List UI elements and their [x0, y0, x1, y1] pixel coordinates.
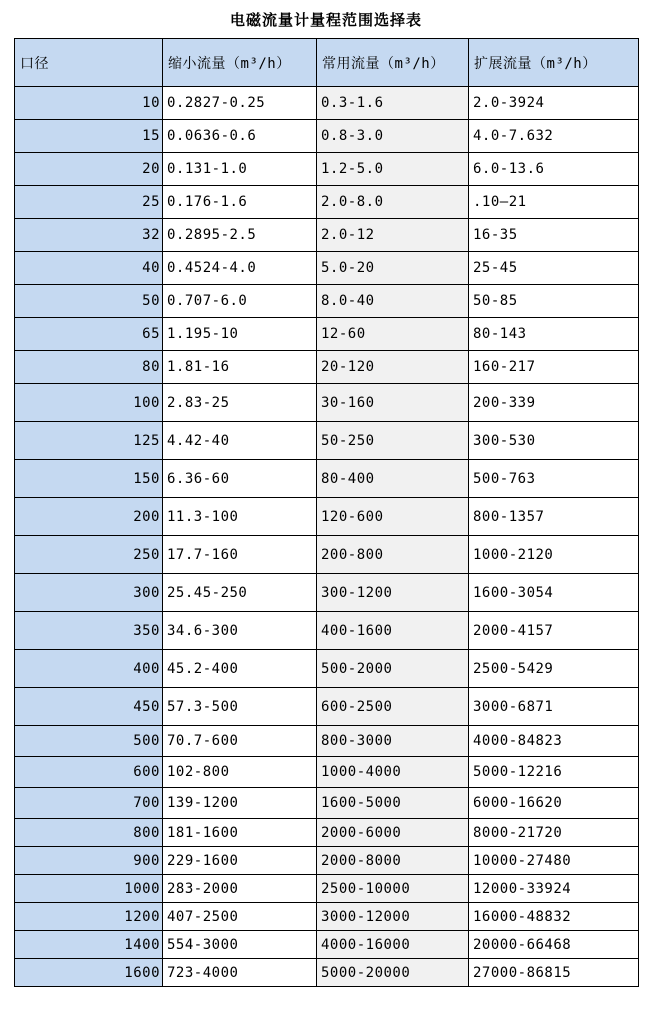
reduced-flow-cell: 6.36-60: [163, 460, 317, 498]
table-body: [15, 87, 639, 987]
diameter-cell: 500: [15, 726, 163, 757]
reduced-flow-cell: 139-1200: [163, 788, 317, 819]
diameter-cell: 100: [15, 384, 163, 422]
common-flow-cell: 2000-8000: [317, 847, 469, 875]
reduced-flow-cell: 1.195-10: [163, 318, 317, 351]
diameter-cell: 1600: [15, 959, 163, 987]
common-flow-cell: 50-250: [317, 422, 469, 460]
table-row: [15, 847, 639, 875]
table-row: [15, 120, 639, 153]
header-extended-flow: 扩展流量（m³/h）: [469, 39, 639, 87]
extended-flow-cell: 16-35: [469, 219, 639, 252]
reduced-flow-cell: 57.3-500: [163, 688, 317, 726]
diameter-cell: 300: [15, 574, 163, 612]
extended-flow-cell: 2500-5429: [469, 650, 639, 688]
table-row: [15, 788, 639, 819]
extended-flow-cell: 200-339: [469, 384, 639, 422]
reduced-flow-cell: 11.3-100: [163, 498, 317, 536]
reduced-flow-cell: 4.42-40: [163, 422, 317, 460]
extended-flow-cell: 27000-86815: [469, 959, 639, 987]
reduced-flow-cell: 0.707-6.0: [163, 285, 317, 318]
diameter-cell: 25: [15, 186, 163, 219]
common-flow-cell: 5000-20000: [317, 959, 469, 987]
diameter-cell: 350: [15, 612, 163, 650]
common-flow-cell: 300-1200: [317, 574, 469, 612]
diameter-cell: 600: [15, 757, 163, 788]
reduced-flow-cell: 181-1600: [163, 819, 317, 847]
common-flow-cell: 0.8-3.0: [317, 120, 469, 153]
diameter-cell: 700: [15, 788, 163, 819]
diameter-cell: 1400: [15, 931, 163, 959]
common-flow-cell: 200-800: [317, 536, 469, 574]
extended-flow-cell: 6.0-13.6: [469, 153, 639, 186]
common-flow-cell: 80-400: [317, 460, 469, 498]
extended-flow-cell: 2000-4157: [469, 612, 639, 650]
extended-flow-cell: 12000-33924: [469, 875, 639, 903]
reduced-flow-cell: 34.6-300: [163, 612, 317, 650]
table-row: [15, 875, 639, 903]
common-flow-cell: 5.0-20: [317, 252, 469, 285]
table-row: [15, 612, 639, 650]
extended-flow-cell: .10—21: [469, 186, 639, 219]
diameter-cell: 200: [15, 498, 163, 536]
diameter-cell: 800: [15, 819, 163, 847]
reduced-flow-cell: 102-800: [163, 757, 317, 788]
table-row: [15, 186, 639, 219]
common-flow-cell: 400-1600: [317, 612, 469, 650]
extended-flow-cell: 50-85: [469, 285, 639, 318]
table-row: [15, 959, 639, 987]
reduced-flow-cell: 229-1600: [163, 847, 317, 875]
table-row: [15, 318, 639, 351]
extended-flow-cell: 2.0-3924: [469, 87, 639, 120]
reduced-flow-cell: 0.131-1.0: [163, 153, 317, 186]
reduced-flow-cell: 0.2895-2.5: [163, 219, 317, 252]
extended-flow-cell: 4.0-7.632: [469, 120, 639, 153]
table-header: [15, 39, 639, 87]
common-flow-cell: 1000-4000: [317, 757, 469, 788]
extended-flow-cell: 3000-6871: [469, 688, 639, 726]
table-row: [15, 819, 639, 847]
page-title: 电磁流量计量程范围选择表: [229, 11, 422, 29]
extended-flow-cell: 16000-48832: [469, 903, 639, 931]
extended-flow-cell: 1000-2120: [469, 536, 639, 574]
reduced-flow-cell: 0.4524-4.0: [163, 252, 317, 285]
extended-flow-cell: 80-143: [469, 318, 639, 351]
extended-flow-cell: 10000-27480: [469, 847, 639, 875]
extended-flow-cell: 4000-84823: [469, 726, 639, 757]
common-flow-cell: 4000-16000: [317, 931, 469, 959]
table-row: [15, 384, 639, 422]
table-row: [15, 422, 639, 460]
table-row: [15, 351, 639, 384]
reduced-flow-cell: 1.81-16: [163, 351, 317, 384]
common-flow-cell: 12-60: [317, 318, 469, 351]
reduced-flow-cell: 25.45-250: [163, 574, 317, 612]
diameter-cell: 250: [15, 536, 163, 574]
common-flow-cell: 2.0-12: [317, 219, 469, 252]
table-row: [15, 757, 639, 788]
extended-flow-cell: 160-217: [469, 351, 639, 384]
flow-range-table: [14, 38, 639, 987]
extended-flow-cell: 800-1357: [469, 498, 639, 536]
extended-flow-cell: 6000-16620: [469, 788, 639, 819]
common-flow-cell: 8.0-40: [317, 285, 469, 318]
common-flow-cell: 0.3-1.6: [317, 87, 469, 120]
common-flow-cell: 600-2500: [317, 688, 469, 726]
diameter-cell: 80: [15, 351, 163, 384]
reduced-flow-cell: 283-2000: [163, 875, 317, 903]
table-row: [15, 650, 639, 688]
diameter-cell: 40: [15, 252, 163, 285]
header-common-flow: 常用流量（m³/h）: [317, 39, 469, 87]
diameter-cell: 900: [15, 847, 163, 875]
table-row: [15, 903, 639, 931]
table-row: [15, 688, 639, 726]
common-flow-cell: 2000-6000: [317, 819, 469, 847]
table-row: [15, 498, 639, 536]
extended-flow-cell: 8000-21720: [469, 819, 639, 847]
table-row: [15, 285, 639, 318]
extended-flow-cell: 500-763: [469, 460, 639, 498]
reduced-flow-cell: 407-2500: [163, 903, 317, 931]
diameter-cell: 450: [15, 688, 163, 726]
table-row: [15, 153, 639, 186]
reduced-flow-cell: 554-3000: [163, 931, 317, 959]
common-flow-cell: 800-3000: [317, 726, 469, 757]
common-flow-cell: 20-120: [317, 351, 469, 384]
extended-flow-cell: 20000-66468: [469, 931, 639, 959]
diameter-cell: 50: [15, 285, 163, 318]
table-row: [15, 574, 639, 612]
common-flow-cell: 120-600: [317, 498, 469, 536]
table-row: [15, 536, 639, 574]
table-row: [15, 931, 639, 959]
common-flow-cell: 1.2-5.0: [317, 153, 469, 186]
diameter-cell: 125: [15, 422, 163, 460]
common-flow-cell: 500-2000: [317, 650, 469, 688]
diameter-cell: 20: [15, 153, 163, 186]
common-flow-cell: 2500-10000: [317, 875, 469, 903]
diameter-cell: 400: [15, 650, 163, 688]
extended-flow-cell: 25-45: [469, 252, 639, 285]
reduced-flow-cell: 0.176-1.6: [163, 186, 317, 219]
common-flow-cell: 30-160: [317, 384, 469, 422]
reduced-flow-cell: 45.2-400: [163, 650, 317, 688]
reduced-flow-cell: 0.0636-0.6: [163, 120, 317, 153]
table-row: [15, 252, 639, 285]
diameter-cell: 10: [15, 87, 163, 120]
table-row: [15, 87, 639, 120]
diameter-cell: 32: [15, 219, 163, 252]
extended-flow-cell: 1600-3054: [469, 574, 639, 612]
diameter-cell: 1200: [15, 903, 163, 931]
reduced-flow-cell: 723-4000: [163, 959, 317, 987]
table-row: [15, 726, 639, 757]
table-row: [15, 460, 639, 498]
header-row: [15, 39, 639, 87]
extended-flow-cell: 5000-12216: [469, 757, 639, 788]
header-reduced-flow: 缩小流量（m³/h）: [163, 39, 317, 87]
reduced-flow-cell: 2.83-25: [163, 384, 317, 422]
extended-flow-cell: 300-530: [469, 422, 639, 460]
diameter-cell: 1000: [15, 875, 163, 903]
reduced-flow-cell: 70.7-600: [163, 726, 317, 757]
diameter-cell: 150: [15, 460, 163, 498]
table-row: [15, 219, 639, 252]
diameter-cell: 15: [15, 120, 163, 153]
header-diameter: 口径: [15, 39, 163, 87]
reduced-flow-cell: 0.2827-0.25: [163, 87, 317, 120]
diameter-cell: 65: [15, 318, 163, 351]
common-flow-cell: 2.0-8.0: [317, 186, 469, 219]
common-flow-cell: 1600-5000: [317, 788, 469, 819]
reduced-flow-cell: 17.7-160: [163, 536, 317, 574]
common-flow-cell: 3000-12000: [317, 903, 469, 931]
